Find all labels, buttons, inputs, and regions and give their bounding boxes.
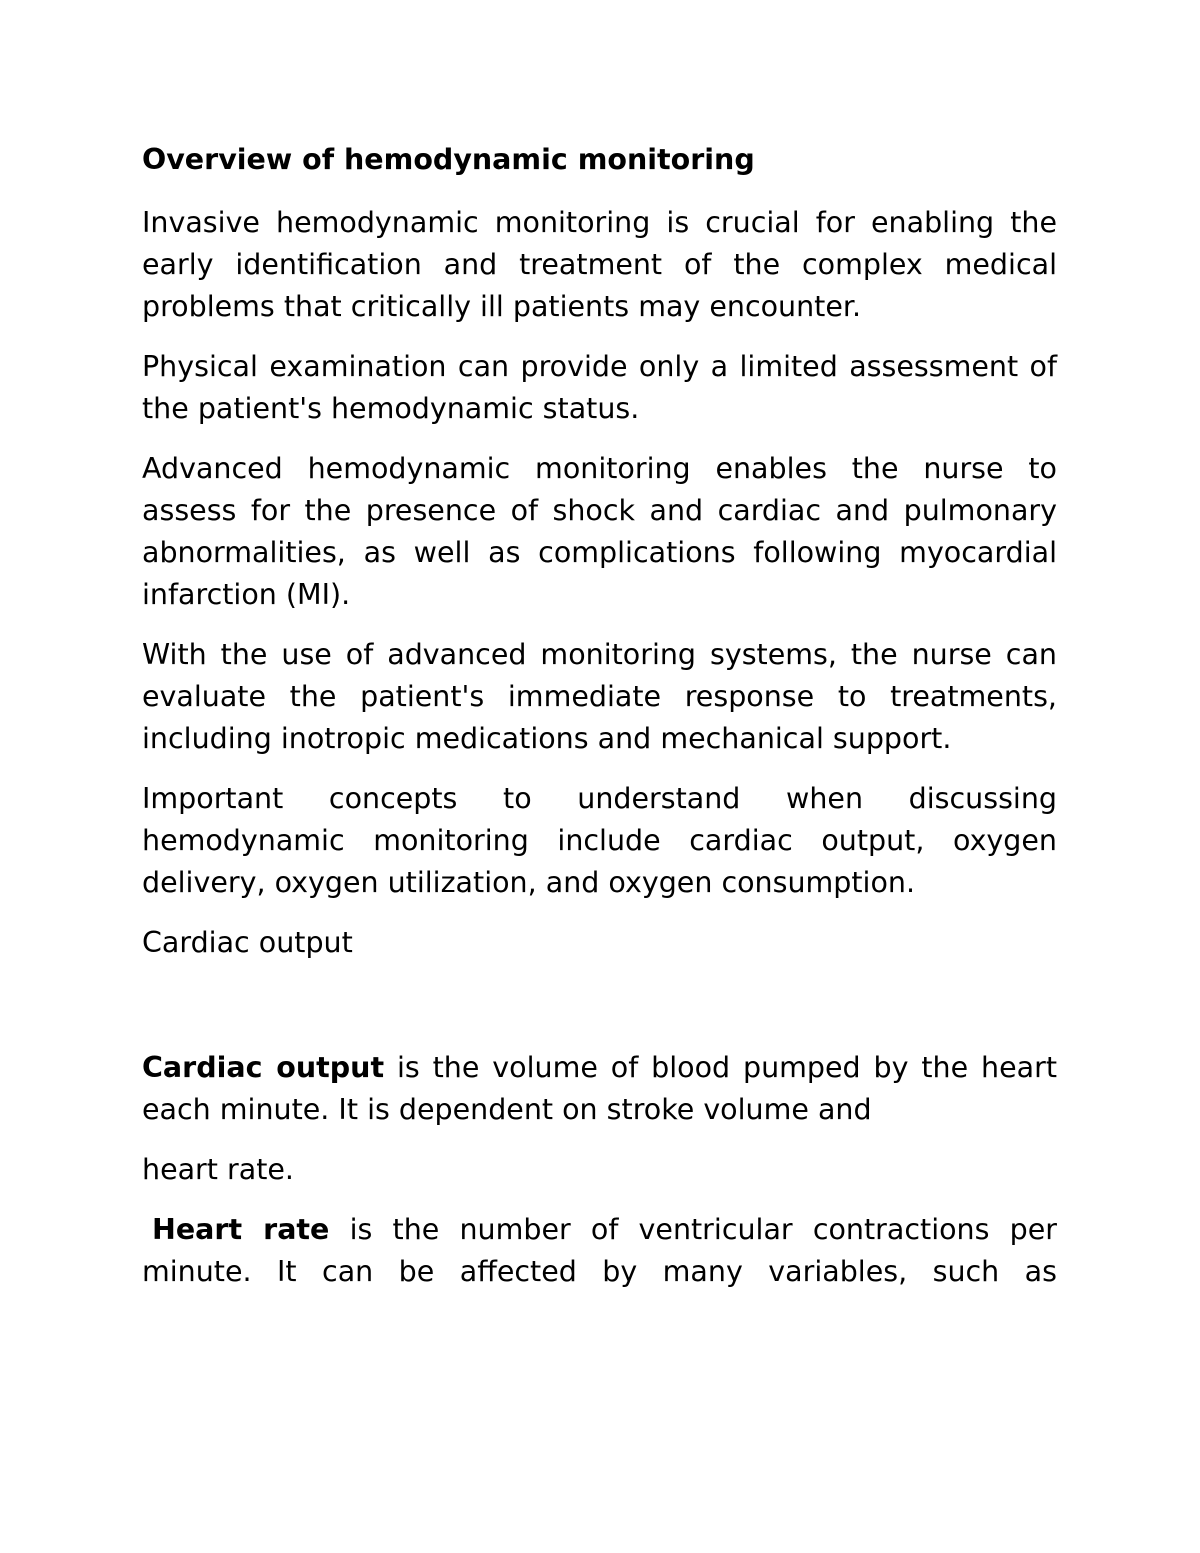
paragraph-advanced-monitoring: Advanced hemodynamic monitoring enables the nurse to assess for the presence of shock and cardiac and pulmonary abnormalities, as well as complications following myocardial infarction (MI). [142, 452, 1057, 611]
subheading-cardiac-output: Cardiac output [142, 926, 353, 959]
paragraph-heart-rate-definition [142, 1209, 1057, 1293]
paragraph-monitoring-systems: With the use of advanced monitoring systems, the nurse can evaluate the patient's immediate response to treatments, including inotropic medications and mechanical support. [142, 638, 1057, 755]
term-cardiac-output: Cardiac output [142, 1051, 385, 1084]
paragraph-heart-rate-fragment: heart rate. [142, 1153, 294, 1186]
paragraph-important-concepts: Important concepts to understand when discussing hemodynamic monitoring include cardiac output, oxygen delivery, oxygen utilization, and oxygen consumption. [142, 782, 1057, 899]
paragraph-invasive-monitoring: Invasive hemodynamic monitoring is crucial for enabling the early identification and treatment of the complex medical problems that critically ill patients may encounter. [142, 206, 1057, 323]
paragraph-physical-exam: Physical examination can provide only a limited assessment of the patient's hemodynamic status. [142, 350, 1057, 425]
document-page [142, 136, 1057, 1311]
heart-rate-text: is the number of ventricular contractions per minute. It can be affected by many variables, such as [142, 1213, 1057, 1288]
document-title: Overview of hemodynamic monitoring [142, 143, 755, 176]
paragraph-cardiac-output-definition [142, 1047, 1057, 1131]
term-heart-rate: Heart rate [152, 1213, 330, 1246]
cardiac-output-text: is the volume of blood pumped by the heart each minute. It is dependent on stroke volume and [142, 1051, 1057, 1126]
